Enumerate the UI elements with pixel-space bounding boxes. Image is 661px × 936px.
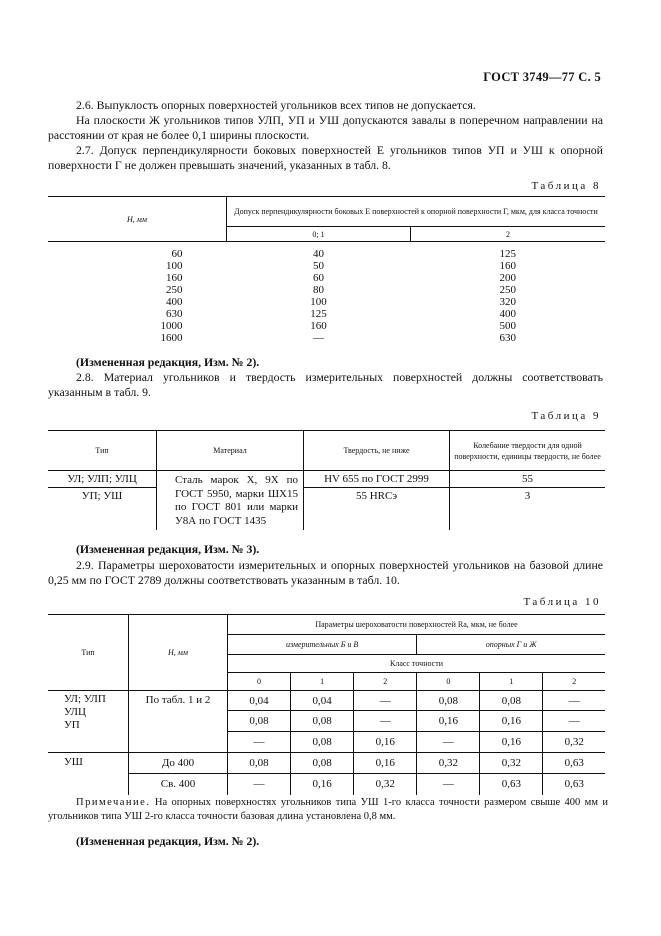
edition-note-3: (Измененная редакция, Изм. № 2). [76, 834, 260, 848]
page-header: ГОСТ 3749—77 С. 5 [483, 70, 601, 84]
table10-col-measuring: измерительных Б и В [228, 635, 417, 655]
table10-cell: 0,32 [417, 753, 480, 774]
table10-cell: 0,04 [291, 691, 354, 711]
table9-type-1: УЛ; УЛП; УЛЦ [48, 471, 157, 488]
table-9 [48, 430, 605, 530]
table10-group1-h: По табл. 1 и 2 [129, 691, 228, 753]
table10-cell: 0,32 [543, 732, 605, 753]
table9-variation-2: 3 [524, 490, 531, 503]
table9-col-type: Тип [48, 431, 157, 471]
table10-class-label: 1 [480, 673, 543, 691]
paragraph-2-6-cont: На плоскости Ж угольников типов УЛП, УП и УШ допускаются завалы в поперечном направлении на расстоянии от края не более 0,1 ширины плоскости. [48, 113, 603, 142]
paragraph-2-6: 2.6. Выпуклость опорных поверхностей угольников всех типов не допускается. [76, 98, 476, 112]
edition-note-1: (Измененная редакция, Изм. № 2). [76, 355, 260, 369]
paragraph-2-9: 2.9. Параметры шероховатости измерительных и опорных поверхностей угольников на базовой длине 0,25 мм по ГОСТ 2789 должны соответствовать указанным в табл. 10. [48, 558, 603, 587]
table10-class-label: 2 [572, 677, 577, 686]
table10-cell: 0,32 [354, 774, 417, 795]
table10-cell: — [354, 711, 417, 732]
table-8 [48, 196, 605, 344]
table10-group2-h-2: Св. 400 [129, 774, 228, 795]
table10-cell: 0,08 [291, 753, 354, 774]
paragraph-2-8: 2.8. Материал угольников и твердость измерительных поверхностей должны соответствовать указанным в табл. 9. [48, 370, 603, 399]
table10-cell: 0,32 [480, 753, 543, 774]
table10-col-class: Класс точности [228, 655, 606, 673]
table10-class-label: 0 [228, 673, 291, 691]
table9-col-hardness: Твердость, не ниже [304, 431, 450, 471]
edition-note-2: (Измененная редакция, Изм. № 3). [76, 542, 260, 556]
table10-cell: 0,08 [228, 711, 291, 732]
table10-cell: 0,04 [228, 691, 291, 711]
table10-cell: 0,08 [480, 691, 543, 711]
table10-col-params: Параметры шероховатости поверхностей Ra, мкм, не более [228, 615, 606, 635]
table10-note [48, 796, 608, 824]
table8-h-column: 60 100 160 250 400 630 1000 1600 [160, 248, 183, 344]
table10-class-label: 1 [291, 673, 354, 691]
table10-col-type: Тип [48, 615, 129, 691]
table10-cell: 0,16 [480, 732, 543, 753]
table8-class01-column: 40 50 60 80 100 125 160 — [310, 248, 327, 344]
table10-class-label: 0 [417, 673, 480, 691]
table9-caption: Таблица 9 [531, 410, 601, 422]
table10-cell: 0,16 [354, 753, 417, 774]
note-label: Примечание. [76, 797, 151, 808]
table10-cell: 0,08 [228, 753, 291, 774]
table10-cell: 0,16 [417, 711, 480, 732]
table10-cell: 0,08 [417, 691, 480, 711]
table10-class-label: 2 [354, 673, 417, 691]
table10-cell: 0,16 [291, 774, 354, 795]
table8-col-tol: Допуск перпендикулярности боковых Е поверхностей к опорной поверхности Г, мкм, для класса точности [227, 197, 606, 227]
table10-cell: 0,16 [354, 732, 417, 753]
table10-cell: — [354, 691, 417, 711]
note-text: На опорных поверхностях угольников типа УШ 1-го класса точности размером свыше 400 мм и угольников типа УШ 2-го класса точности базовая длина установлена 0,8 мм. [48, 797, 608, 822]
table10-col-h: H, мм [129, 615, 228, 691]
table9-col-material: Материал [157, 431, 304, 471]
table10-group2-type: УШ [48, 753, 129, 795]
table8-sub-col-2: 2 [506, 229, 510, 239]
table8-class2-column: 125 160 200 250 320 400 500 630 [499, 248, 516, 344]
table9-variation-1: 55 [450, 471, 606, 488]
table10-cell: 0,63 [564, 778, 584, 791]
table8-caption: Таблица 8 [531, 180, 601, 192]
table10-cell: — [543, 711, 605, 732]
table9-hardness-1: HV 655 по ГОСТ 2999 [304, 471, 450, 488]
table10-cell: 0,63 [543, 753, 605, 774]
table9-hardness-2: 55 HRCэ [304, 488, 450, 530]
table10-cell: 0,16 [480, 711, 543, 732]
table9-material: Сталь марок Х, 9Х по ГОСТ 5950, марки ШХ15 по ГОСТ 801 или марки У8А по ГОСТ 1435 [157, 471, 304, 531]
table10-cell: 0,63 [480, 774, 543, 795]
table8-col-h: H, мм [48, 197, 227, 242]
paragraph-2-7: 2.7. Допуск перпендикулярности боковых поверхностей Е угольников типов УП и УШ к опорной поверхности Г не должен превышать значений, указанных в табл. 8. [48, 143, 603, 172]
table9-col-variation: Колебание твердости для одной поверхности, единицы твердости, не более [454, 440, 601, 461]
table10-cell: — [417, 774, 480, 795]
table10-cell: — [543, 691, 605, 711]
table10-col-support: опорных Г и Ж [417, 635, 605, 655]
table10-cell: — [228, 732, 291, 753]
table10-cell: — [228, 774, 291, 795]
table10-group1-type: УЛ; УЛП УЛЦ УП [48, 691, 129, 753]
table10-cell: — [417, 732, 480, 753]
table-10 [48, 614, 605, 795]
table10-caption: Таблица 10 [523, 596, 601, 608]
table10-cell: 0,08 [291, 732, 354, 753]
table8-sub-col-01: 0; 1 [227, 227, 411, 242]
table9-type-2: УП; УШ [48, 488, 157, 530]
table10-cell: 0,08 [291, 711, 354, 732]
table10-group2-h-1: До 400 [129, 753, 228, 774]
